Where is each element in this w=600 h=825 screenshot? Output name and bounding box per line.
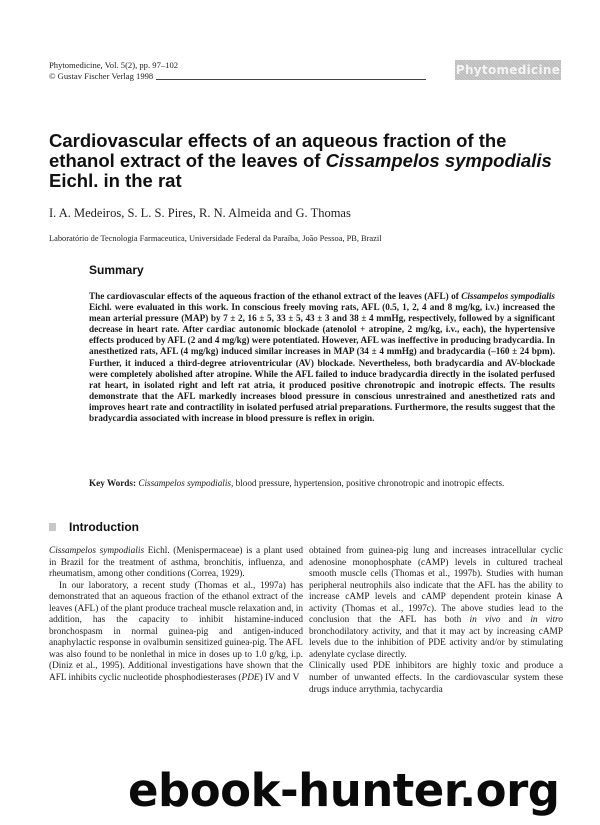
keywords-species: Cissampelos sympodialis, — [138, 478, 234, 488]
intro-paragraph-1 — [49, 546, 303, 581]
paragraph-text: and — [500, 615, 531, 626]
summary-text-b: Eichl. were evaluated in this work. In conscious freely moving rats, AFL (0.5, 1, 2, 4 and 8 mg/kg, i.v.) increased the mean arterial pressure (MAP) by 7 ± 2, 16 ± 5, 33 ± 5, 43 ± 3 and 38 ± 4 mmHg, respectively, followed by a significant decrease in heart rate. After cardiac autonomic blockade (atenolol + atropine, 2 mg/kg, i.v., each), the hypertensive effects produced by AFL (2 and 4 mg/kg) were potentiated. However, AFL was ineffective in producing bradycardia. In anesthetized rats, AFL (4 mg/kg) induced similar increases in MAP (34 ± 4 mmHg) and bradycardia (–160 ± 24 bpm). Further, it induced a third-degree atrioventricular (AV) blockade. Nevertheless, both bradycardia and AV-blockade were completely abolished after atropine. While the AFL failed to induce bradycardia directly in the isolated perfused rat heart, in isolated right and left rat atria, it produced positive chronotropic and inotropic effects. The results demonstrate that the AFL markedly increases blood pressure in conscious unrestrained and anesthetized rats and improves heart rate and contractility in isolated perfused atrial preparations. Furthermore, the results suggest that the bradycardia associated with increase in blood pressure is reflex in origin. — [89, 302, 555, 424]
journal-citation: Phytomedicine, Vol. 5(2), pp. 97–102 — [49, 60, 179, 70]
watermark: ebook-hunter.org — [128, 764, 560, 817]
intro-paragraph-2 — [49, 581, 303, 685]
intro-left-column — [49, 546, 303, 685]
introduction-label: Introduction — [69, 520, 139, 534]
journal-header — [49, 60, 569, 90]
paragraph-text: In our laboratory, a recent study (Thomas et al., 1997a) has demonstrated that an aqueous fraction of the ethanol extract of the leaves (AFL) of the plant produce tracheal muscle relaxation and, in addition, has the capacity to inhibit histamine-induced bronchospasm in normal guinea-pig and antigen-induced anaphylactic response in ovalbumin sensitized guinea-pig. The AFL was also found to be nonlethal in mice in doses up to 1.0 g/kg, i.p. (Diniz et al., 1995). Additional investigations have shown that the AFL inhibits cyclic nucleotide phosphodiesterases ( — [49, 580, 303, 684]
journal-logo: Phytomedicine — [455, 60, 561, 80]
keywords — [89, 478, 555, 489]
title-text-2: Eichl. in the rat — [49, 170, 182, 191]
paragraph-text: Clinically used PDE inhibitors are highly toxic and produce a number of unwanted effects. In the cardiovascular system these drugs induce arrythmia, tachycardia — [309, 661, 563, 695]
intro-paragraph-4 — [309, 661, 563, 696]
summary-text-a: The cardiovascular effects of the aqueous fraction of the ethanol extract of the leaves (AFL) of — [89, 291, 462, 301]
affiliation: Laboratório de Tecnologia Farmaceutica, Universidade Federal da Paraíba, João Pessoa, PB, Brazil — [49, 234, 382, 243]
authors: I. A. Medeiros, S. L. S. Pires, R. N. Almeida and G. Thomas — [49, 206, 351, 220]
introduction-heading — [49, 520, 139, 534]
paragraph-text: obtained from guinea-pig lung and increases intracellular cyclic adenosine monophosphate (cAMP) levels in cultured tracheal smooth muscle cells (Thomas et al., 1997b). Studies with human peripheral neutrophils also indicate that the AFL has the ability to increase cAMP levels and cAMP dependent protein kinase A activity (Thomas et al., 1997c). The above studies lead to the conclusion that the AFL has both — [309, 546, 563, 626]
keywords-label: Key Words: — [89, 478, 137, 488]
paragraph-text: Eichl. (Menispermaceae) is a plant used in Brazil for the treatment of asthma, bronchitis, influenza, and rheumatism, among other conditions (Correa, 1929). — [49, 546, 304, 580]
title-text-1: Cardiovascular effects of an aqueous fraction of the ethanol extract of the leaves of — [49, 130, 507, 171]
article-title — [49, 131, 569, 191]
pde-italic: PDE — [241, 673, 260, 684]
species-italic: Cissampelos sympodialis — [49, 546, 145, 556]
intro-paragraph-3 — [309, 546, 563, 661]
paragraph-text: bronchodilatory activity, and that it may act by increasing cAMP levels due to the inhibition of PDE activity and/or by stimulating adenylate cyclase directly. — [309, 626, 563, 660]
keywords-rest: blood pressure, hypertension, positive chronotropic and inotropic effects. — [233, 478, 505, 488]
in-vivo-italic: in vivo — [469, 615, 501, 626]
summary-body — [89, 291, 555, 424]
summary-species-italic: Cissampelos sympodialis — [461, 291, 555, 301]
journal-copyright: © Gustav Fischer Verlag 1998 — [49, 71, 154, 81]
paragraph-text: ) IV and V — [259, 673, 300, 684]
header-rule — [156, 79, 426, 80]
in-vitro-italic: in vitro — [530, 615, 563, 626]
intro-right-column — [309, 546, 563, 696]
title-species-italic: Cissampelos sympodialis — [325, 150, 552, 171]
section-marker-icon — [49, 523, 56, 531]
summary-heading: Summary — [89, 263, 144, 277]
